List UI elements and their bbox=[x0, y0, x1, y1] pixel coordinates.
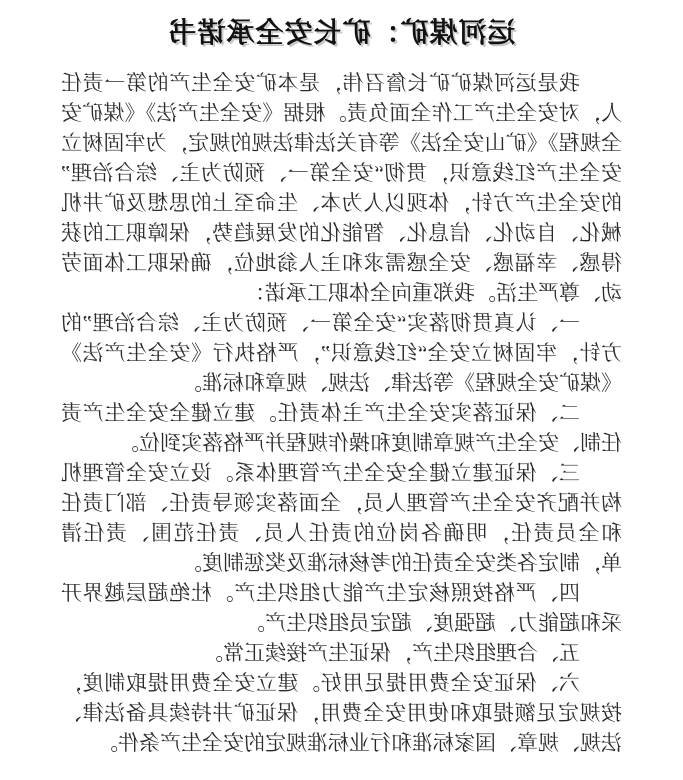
document-body bbox=[61, 68, 622, 758]
document-title: 运河煤矿：矿长安全承诺书 bbox=[167, 18, 516, 49]
paragraph-item-6: 六、保证安全费用提足用好。建立安全费用提取制度，按规定足额提取和使用安全费用，保证矿井持续具备法律、法规、规章、国家标准和行业标准规定的安全生产条件。 bbox=[61, 671, 622, 755]
paragraph-item-2: 二、保证落实安全生产主体责任。建立健全安全生产责任制、安全生产规章制度和操作规程并严格落实到位。 bbox=[61, 401, 622, 455]
paragraph-item-1: 一、认真贯彻落实“安全第一、预防为主、综合治理”的方针，牢固树立安全“红线意识”，严格执行《安全生产法》《煤矿安全规程》等法律、法规、规章和标准。 bbox=[61, 311, 622, 395]
paragraph-item-3: 三、保证建立健全安全生产管理体系。设立安全管理机构并配齐安全生产管理人员，全面落实领导责任、部门责任和全员责任，明确各岗位的责任人员、责任范围、责任清单，制定各类安全责任的考核标准及奖惩制度。 bbox=[61, 461, 622, 575]
paragraph-item-4: 四、严格按照核定生产能力组织生产。杜绝超层越界开采和超能力、超强度、超定员组织生产。 bbox=[61, 581, 622, 635]
paragraph-item-5: 五、合理组织生产，保证生产接续正常。 bbox=[202, 641, 580, 665]
paragraph-intro: 我是运河煤矿矿长詹召伟，是本矿安全生产的第一责任人，对安全生产工作全面负责。根据《安全生产法》《煤矿安全规程》《矿山安全法》等有关法律法规的规定，为牢固树立安全生产红线意识，贯彻“安全第一、预防为主、综合治理”的安全生产方针，体现以人为本、生命至上的思想及矿井机械化、自动化、信息化、智能化的发展趋势，保障职工的获得感、幸福感、安全感需求和主人翁地位，确保职工体面劳动、尊严生活。我郑重向全体职工承诺： bbox=[61, 71, 622, 305]
